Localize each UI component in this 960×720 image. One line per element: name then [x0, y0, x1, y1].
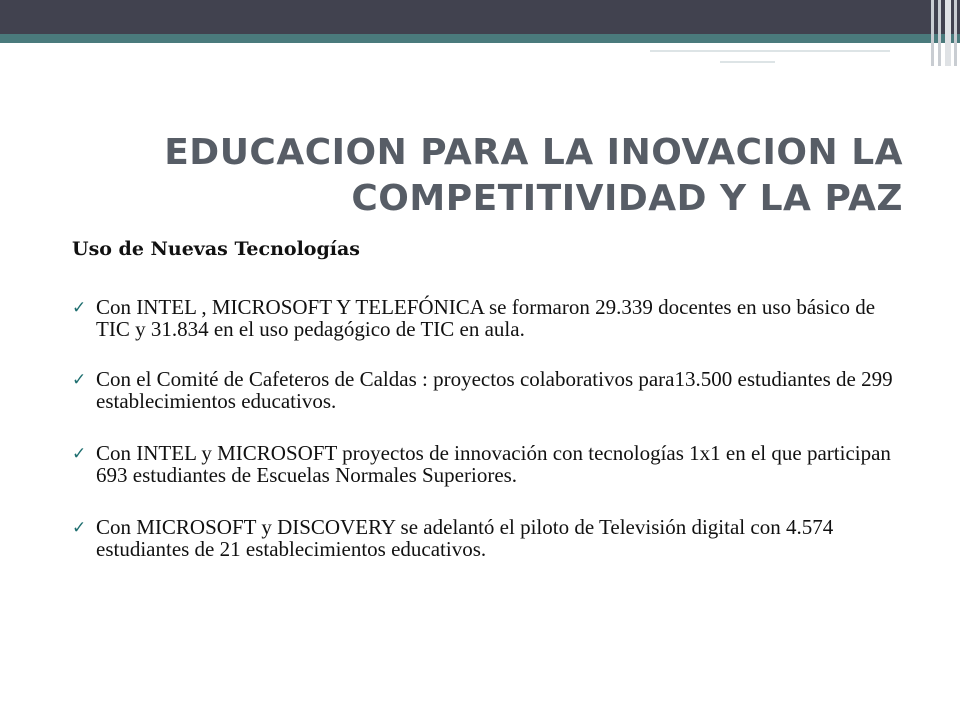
check-icon: ✓ — [72, 444, 87, 464]
check-icon: ✓ — [72, 518, 87, 538]
slide-title — [83, 130, 903, 222]
list-item — [72, 296, 908, 340]
bullet-text: Con MICROSOFT y DISCOVERY se adelantó el piloto de Televisión digital con 4.574 estudiantes de 21 establecimientos educativos. — [96, 515, 834, 561]
decorative-bar — [931, 0, 934, 66]
decorative-line — [650, 50, 890, 52]
bullet-text: Con INTEL y MICROSOFT proyectos de innovación con tecnologías 1x1 en el que participan 693 estudiantes de Escuelas Normales Superiores. — [96, 441, 891, 487]
bullet-text: Con INTEL , MICROSOFT Y TELEFÓNICA se formaron 29.339 docentes en uso básico de TIC y 31.834 en el uso pedagógico de TIC en aula. — [96, 295, 876, 341]
list-item — [72, 442, 908, 486]
check-icon: ✓ — [72, 370, 87, 390]
section-subtitle: Uso de Nuevas Tecnologías — [72, 238, 360, 260]
list-item — [72, 368, 908, 412]
header-band — [0, 0, 960, 34]
title-line-2: COMPETITIVIDAD Y LA PAZ — [351, 178, 903, 219]
accent-band — [0, 34, 960, 43]
decorative-bar — [945, 0, 951, 66]
decorative-bar — [938, 0, 941, 66]
check-icon: ✓ — [72, 298, 87, 318]
bullet-text: Con el Comité de Cafeteros de Caldas : proyectos colaborativos para13.500 estudiantes de 299 establecimientos educativos. — [96, 367, 893, 413]
list-item — [72, 516, 908, 560]
title-line-1: EDUCACION PARA LA INOVACION LA — [164, 132, 903, 173]
decorative-bar — [954, 0, 957, 66]
decorative-line — [720, 61, 775, 63]
bullet-list — [72, 296, 908, 560]
